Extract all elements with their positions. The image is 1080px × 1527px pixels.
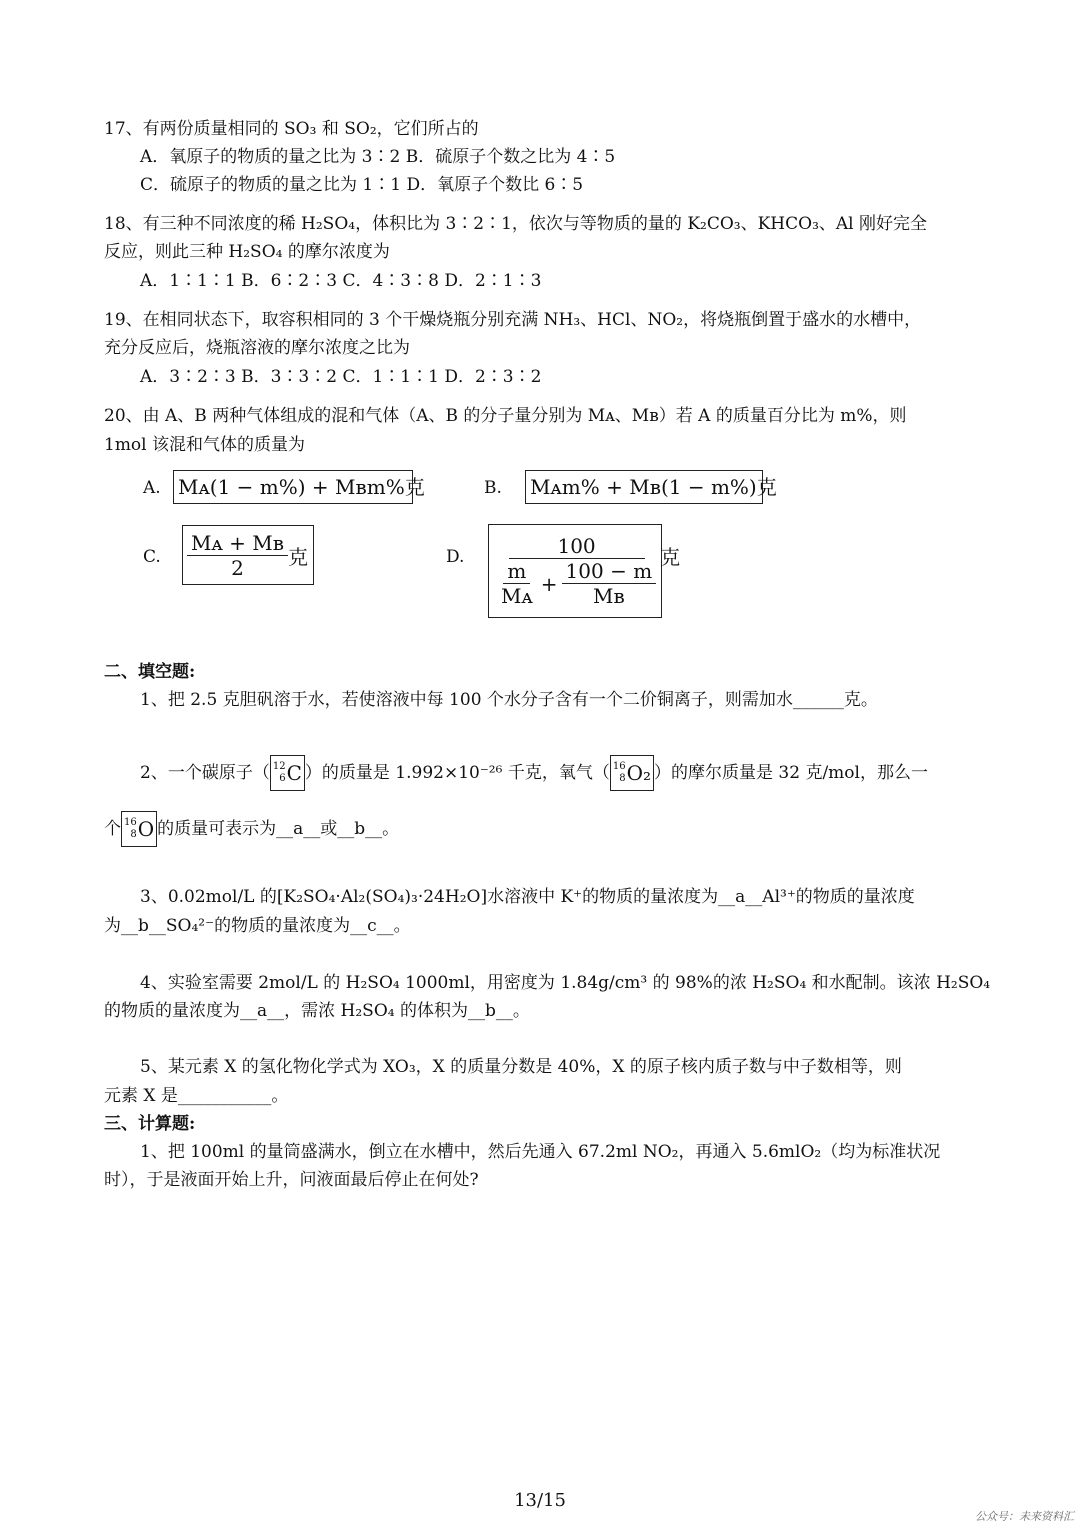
oxygen16-molecule-nuclide [610, 755, 654, 791]
carbon12-atomic-number: 6 [279, 773, 286, 784]
q20-option-b-formula: Mᴀm% + Mʙ(1 − m%)克 [525, 470, 763, 504]
page-number: 13/15 [514, 1490, 566, 1511]
oxygen16-molecule-symbol: O₂ [626, 761, 651, 785]
carbon12-nuclide [270, 755, 305, 791]
section2-q5-line1: 5、某元素 X 的氢化物化学式为 XO₃，X 的质量分数是 40%，X 的原子核内质子数与中子数相等，则 [140, 1057, 902, 1077]
oxygen16-molecule-atomic-number: 8 [619, 773, 626, 784]
q18-stem-1: 18、有三种不同浓度的稀 H₂SO₄，体积比为 3∶2∶1，依次与等物质的量的 K₂CO₃、KHCO₃、Al 刚好完全 [104, 214, 928, 234]
q20-option-d-formula [488, 524, 681, 618]
oxygen16-molecule-mass-number: 16 [612, 761, 626, 772]
q20-option-d-subfrac-1 [497, 559, 537, 608]
section2-q4-line2: 的物质的量浓度为__a__，需浓 H₂SO₄ 的体积为__b__。 [104, 1001, 530, 1021]
q18-stem-2: 反应，则此三种 H₂SO₄ 的摩尔浓度为 [104, 242, 390, 262]
section3-q1-line1: 1、把 100ml 的量筒盛满水，倒立在水槽中，然后先通入 67.2ml NO₂，再通入 5.6mlO₂（均为标准状况 [140, 1142, 941, 1162]
q17-options-ab: A．氧原子的物质的量之比为 3∶2 B．硫原子个数之比为 4∶5 [140, 147, 616, 167]
q20-option-d-denominator [493, 559, 660, 608]
q20-option-d-unit: 克 [660, 545, 681, 569]
q20-option-c-formula [182, 525, 314, 585]
q20-option-d-numerator: 100 [509, 534, 645, 559]
q20-option-a-formula: Mᴀ(1 − m%) + Mʙm%克 [173, 470, 413, 504]
q20-option-d-subfrac-2-den: Mʙ [592, 584, 625, 608]
q20-option-b-label: B. [484, 478, 502, 498]
section3-q1-line2: 时），于是液面开始上升，问液面最后停止在何处? [104, 1170, 479, 1190]
q17-options-cd: C．硫原子的物质的量之比为 1∶1 D．氧原子个数比 6∶5 [140, 175, 584, 195]
q20-option-c-label: C. [143, 547, 161, 567]
q20-option-d-fraction [493, 534, 660, 608]
q20-option-d-subfrac-2 [562, 559, 657, 608]
q20-stem-2: 1mol 该混和气体的质量为 [104, 435, 306, 455]
q20-option-d-subfrac-1-num: m [503, 559, 530, 584]
q20-option-d-subfrac-1-den: Mᴀ [501, 584, 533, 608]
section2-q2-part3: ）的摩尔质量是 32 克/mol，那么一 [654, 763, 928, 783]
section2-q2-part2: ）的质量是 1.992×10⁻²⁶ 千克，氧气（ [304, 763, 610, 783]
watermark: 公众号：未来资料汇 [975, 1510, 1074, 1523]
q18-options: A．1∶1∶1 B．6∶2∶3 C．4∶3∶8 D．2∶1∶3 [140, 271, 542, 291]
q19-options: A．3∶2∶3 B．3∶3∶2 C．1∶1∶1 D．2∶3∶2 [140, 367, 542, 387]
section2-q2-line2-post: 的质量可表示为__a__或__b__。 [157, 819, 400, 839]
section3-title: 三、计算题: [104, 1114, 196, 1134]
q20-option-c-numerator: Mᴀ + Mʙ [187, 531, 288, 556]
section2-q2-line2-pre: 个 [104, 819, 121, 839]
oxygen16-atom-nuclide [121, 811, 157, 847]
section2-q2-part1: 2、一个碳原子（ [140, 763, 270, 783]
q20-option-c-denominator: 2 [231, 555, 244, 580]
section2-q2-line1 [140, 755, 928, 791]
carbon12-mass-number: 12 [272, 761, 286, 772]
oxygen16-atom-mass-number: 16 [124, 817, 137, 828]
oxygen16-atom-atomic-number: 8 [130, 829, 137, 840]
q20-option-c-unit: 克 [288, 544, 308, 569]
q20-option-d-subfrac-2-num: 100 − m [562, 559, 657, 584]
oxygen16-atom-symbol: O [137, 817, 155, 841]
section2-q3-line1: 3、0.02mol/L 的[K₂SO₄·Al₂(SO₄)₃·24H₂O]水溶液中 K⁺的物质的量浓度为__a__Al³⁺的物质的量浓度 [140, 887, 915, 907]
section2-q5-line2: 元素 X 是___________。 [104, 1086, 289, 1106]
q20-option-d-plus: + [540, 571, 558, 596]
section2-q3-line2: 为__b__SO₄²⁻的物质的量浓度为__c__。 [104, 916, 411, 936]
q20-option-a-label: A. [143, 478, 161, 498]
carbon12-symbol: C [286, 761, 302, 785]
q20-option-d-label: D. [446, 547, 465, 567]
section2-q1: 1、把 2.5 克胆矾溶于水，若使溶液中每 100 个水分子含有一个二价铜离子，则需加水______克。 [140, 690, 878, 710]
section2-q4-line1: 4、实验室需要 2mol/L 的 H₂SO₄ 1000ml，用密度为 1.84g/cm³ 的 98%的浓 H₂SO₄ 和水配制。该浓 H₂SO₄ [140, 973, 991, 993]
section2-title: 二、填空题: [104, 662, 196, 682]
section2-q2-line2 [104, 811, 399, 847]
q17-stem: 17、有两份质量相同的 SO₃ 和 SO₂，它们所占的 [104, 119, 479, 139]
q19-stem-2: 充分反应后，烧瓶溶液的摩尔浓度之比为 [104, 338, 410, 358]
q19-stem-1: 19、在相同状态下，取容积相同的 3 个干燥烧瓶分别充满 NH₃、HCl、NO₂，将烧瓶倒置于盛水的水槽中， [104, 310, 922, 330]
q20-option-c-fraction [187, 531, 288, 580]
q20-stem-1: 20、由 A、B 两种气体组成的混和气体（A、B 的分子量分别为 Mᴀ、Mʙ）若 A 的质量百分比为 m%，则 [104, 406, 907, 426]
